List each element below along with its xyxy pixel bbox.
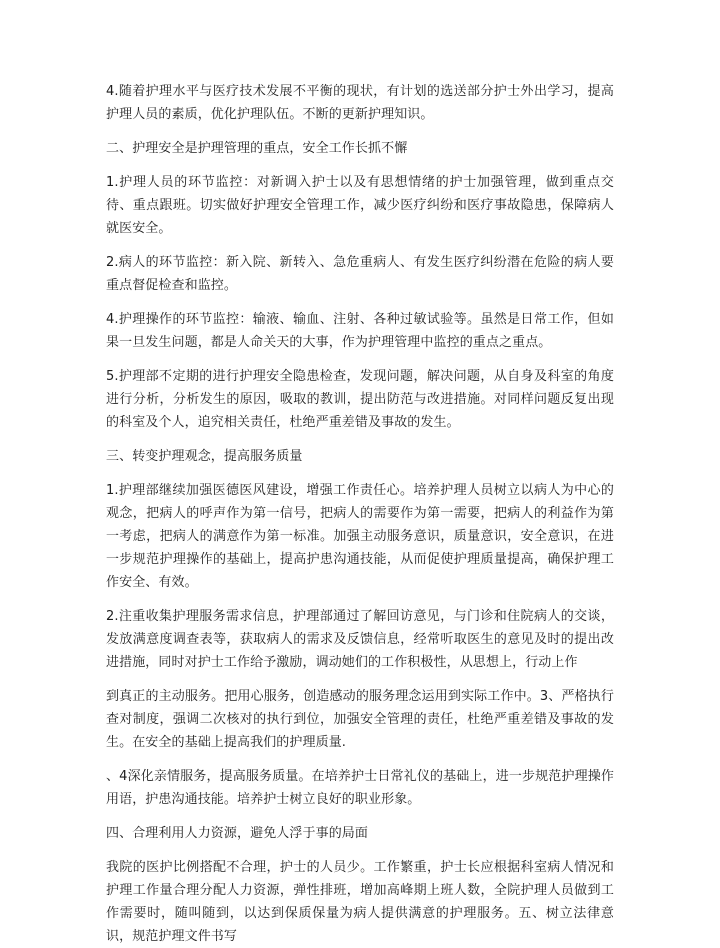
- section-heading-2: 二、护理安全是护理管理的重点，安全工作长抓不懈: [106, 141, 408, 156]
- paragraph-6: 5.护理部不定期的进行护理安全隐患检查，发现问题，解决问题，从自身及科室的角度进行分析，分析发生的原因，吸取的教训，提出防范与改进措施。对同样问题反复出现的科室及个人，追究相关责任，杜绝严重差错及事故的发生。: [106, 369, 614, 430]
- paragraph-8: 1.护理部继续加强医德医风建设，增强工作责任心。培养护理人员树立以病人为中心的观念，把病人的呼声作为第一信号，把病人的需要作为第一需要，把病人的利益作为第一考虑，把病人的满意作为第一标准。加强主动服务意识，质量意识，安全意识，在进一步规范护理操作的基础上，提高护患沟通技能，从而促使护理质量提高，确保护理工作安全、有效。: [106, 483, 614, 590]
- paragraph-10: 到真正的主动服务。把用心服务，创造感动的服务理念运用到实际工作中。3、严格执行查对制度，强调二次核对的执行到位，加强安全管理的责任，杜绝严重差错及事故的发生。在安全的基础上提高我们的护理质量.: [106, 689, 614, 750]
- paragraph-5: 4.护理操作的环节监控：输液、输血、注射、各种过敏试验等。虽然是日常工作，但如果一旦发生问题，都是人命关天的大事，作为护理管理中监控的重点之重点。: [106, 312, 614, 350]
- paragraph-13: 我院的医护比例搭配不合理，护士的人员少。工作繁重，护士长应根据科室病人情况和护理工作量合理分配人力资源，弹性排班，增加高峰期上班人数，全院护理人员做到工作需要时，随叫随到，以达到保质保量为病人提供满意的护理服务。五、树立法律意识，规范护理文件书写: [106, 860, 614, 944]
- paragraph-1: 4.随着护理水平与医疗技术发展不平衡的现状，有计划的选送部分护士外出学习，提高护理人员的素质，优化护理队伍。不断的更新护理知识。: [106, 84, 614, 122]
- section-heading-3: 三、转变护理观念，提高服务质量: [106, 449, 303, 464]
- paragraph-9: 2.注重收集护理服务需求信息，护理部通过了解回访意见，与门诊和住院病人的交谈，发放满意度调查表等，获取病人的需求及反馈信息，经常听取医生的意见及时的提出改进措施，同时对护士工作给予激励，调动她们的工作积极性，从思想上，行动上作: [106, 609, 614, 670]
- section-heading-4: 四、合理利用人力资源，避免人浮于事的局面: [106, 826, 369, 841]
- paragraph-11: 、4深化亲情服务，提高服务质量。在培养护士日常礼仪的基础上，进一步规范护理操作用语，护患沟通技能。培养护士树立良好的职业形象。: [106, 769, 614, 807]
- paragraph-4: 2.病人的环节监控：新入院、新转入、急危重病人、有发生医疗纠纷潜在危险的病人要重点督促检查和监控。: [106, 255, 614, 293]
- paragraph-3: 1.护理人员的环节监控：对新调入护士以及有思想情绪的护士加强管理，做到重点交待、重点跟班。切实做好护理安全管理工作，减少医疗纠纷和医疗事故隐患，保障病人就医安全。: [106, 175, 614, 236]
